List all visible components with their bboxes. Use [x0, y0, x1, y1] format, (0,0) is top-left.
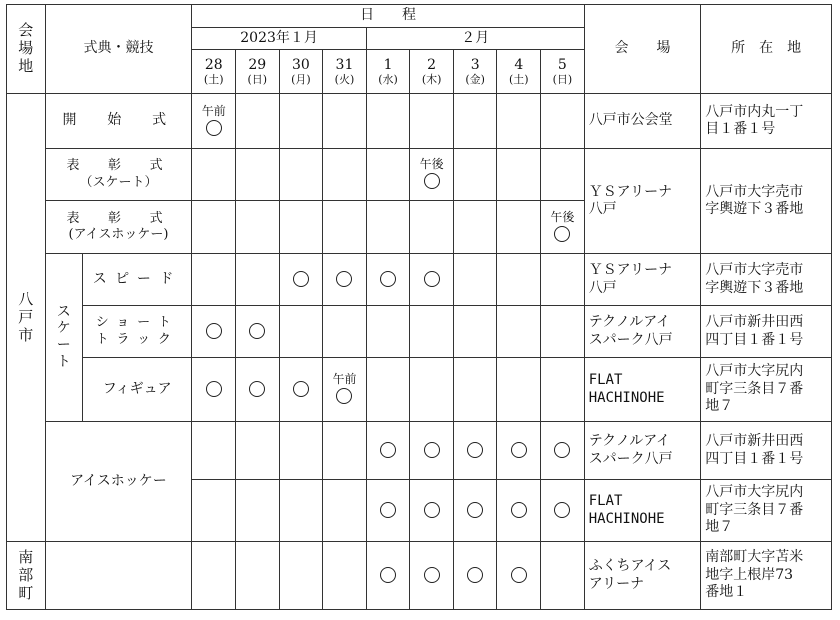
circle-mark [380, 442, 396, 458]
venue-ys-arena: ＹＳアリーナ 八戸 [584, 149, 701, 254]
venue-techno: テクノルアイ スパーク八戸 [584, 306, 701, 358]
address-header: 所 在 地 [701, 5, 832, 94]
circle-mark [249, 381, 265, 397]
venue-header: 会 場 [584, 5, 701, 94]
slot-mark: 午後 [541, 201, 585, 254]
month-header-jan: 2023年１月 [192, 28, 366, 50]
venue-kokaido: 八戸市公会堂 [584, 94, 701, 149]
month-header-feb: ２月 [366, 28, 584, 50]
slot-mark [453, 480, 497, 542]
day-header: 2 (木) [410, 50, 454, 94]
circle-mark [424, 442, 440, 458]
circle-mark [249, 323, 265, 339]
slot-mark [453, 542, 497, 610]
day-header: 30 (月) [279, 50, 323, 94]
address-flat-b: 八戸市大字尻内 町字三条目７番 地７ [701, 480, 832, 542]
circle-mark [293, 381, 309, 397]
circle-mark [511, 442, 527, 458]
slot-mark [541, 422, 585, 480]
slot-mark [366, 542, 410, 610]
slot-mark [279, 254, 323, 306]
circle-mark [511, 502, 527, 518]
day-header: 3 (金) [453, 50, 497, 94]
event-header: 式典・競技 [45, 5, 192, 94]
slot-mark [497, 480, 541, 542]
circle-mark [554, 226, 570, 242]
event-award-hockey: 表 彰 式 (アイスホッケー) [45, 201, 192, 254]
slot-mark [366, 480, 410, 542]
slot-mark [497, 422, 541, 480]
slot-mark [453, 422, 497, 480]
day-header: 5 (日) [541, 50, 585, 94]
slot-mark [410, 480, 454, 542]
address-fukuchi: 南部町大字苫米 地字上根岸73 番地１ [701, 542, 832, 610]
slot-mark [410, 542, 454, 610]
slot-mark: 午後 [410, 149, 454, 201]
circle-mark [554, 502, 570, 518]
venue-flat: FLAT HACHINOHE [584, 358, 701, 422]
circle-mark [554, 442, 570, 458]
region-nanbu: 南部町 [7, 542, 46, 610]
schedule-table [6, 4, 832, 610]
schedule-header: 日 程 [192, 5, 584, 28]
circle-mark [380, 567, 396, 583]
circle-mark [467, 502, 483, 518]
slot-mark: 午前 [323, 358, 367, 422]
event-short-track: ショート トラック [82, 306, 191, 358]
address-techno: 八戸市新井田西 四丁目１番１号 [701, 306, 832, 358]
slot-mark [192, 358, 236, 422]
circle-mark [336, 388, 352, 404]
address-ys-arena: 八戸市大字売市 字輿遊下３番地 [701, 149, 832, 254]
day-header: 4 (土) [497, 50, 541, 94]
event-opening: 開 始 式 [45, 94, 192, 149]
slot-mark [192, 306, 236, 358]
circle-mark [380, 502, 396, 518]
slot-mark [366, 254, 410, 306]
slot-mark [279, 358, 323, 422]
slot-mark [497, 542, 541, 610]
venue-flat-b: FLAT HACHINOHE [584, 480, 701, 542]
circle-mark [380, 271, 396, 287]
circle-mark [467, 442, 483, 458]
slot-mark [366, 422, 410, 480]
circle-mark [424, 173, 440, 189]
circle-mark [511, 567, 527, 583]
skate-group: スケート [45, 254, 82, 422]
slot-mark [541, 480, 585, 542]
slot-mark [410, 254, 454, 306]
circle-mark [424, 271, 440, 287]
circle-mark [206, 323, 222, 339]
slot-mark [410, 422, 454, 480]
address-flat: 八戸市大字尻内 町字三条目７番 地７ [701, 358, 832, 422]
region-hachinohe: 八戸市 [7, 94, 46, 542]
day-header: 29 (日) [236, 50, 280, 94]
event-ice-hockey: アイスホッケー [45, 422, 192, 542]
day-header: 1 (水) [366, 50, 410, 94]
day-header: 31 (火) [323, 50, 367, 94]
slot-mark [236, 306, 280, 358]
slot-mark [236, 358, 280, 422]
event-figure: フィギュア [82, 358, 191, 422]
slot-mark: 午前 [192, 94, 236, 149]
address-ys-arena-b: 八戸市大字売市 字輿遊下３番地 [701, 254, 832, 306]
venue-fukuchi: ふくちアイス アリーナ [584, 542, 701, 610]
circle-mark [206, 381, 222, 397]
circle-mark [424, 567, 440, 583]
circle-mark [336, 271, 352, 287]
circle-mark [206, 120, 222, 136]
circle-mark [467, 567, 483, 583]
event-award-skate: 表 彰 式 （スケート） [45, 149, 192, 201]
venue-area-header: 会場地 [7, 5, 46, 94]
address-techno-b: 八戸市新井田西 四丁目１番１号 [701, 422, 832, 480]
day-header: 28 (土) [192, 50, 236, 94]
address-kokaido: 八戸市内丸一丁 目１番１号 [701, 94, 832, 149]
venue-techno-b: テクノルアイ スパーク八戸 [584, 422, 701, 480]
event-speed: スピード [82, 254, 191, 306]
circle-mark [293, 271, 309, 287]
venue-ys-arena-b: ＹＳアリーナ 八戸 [584, 254, 701, 306]
circle-mark [424, 502, 440, 518]
slot-mark [323, 254, 367, 306]
